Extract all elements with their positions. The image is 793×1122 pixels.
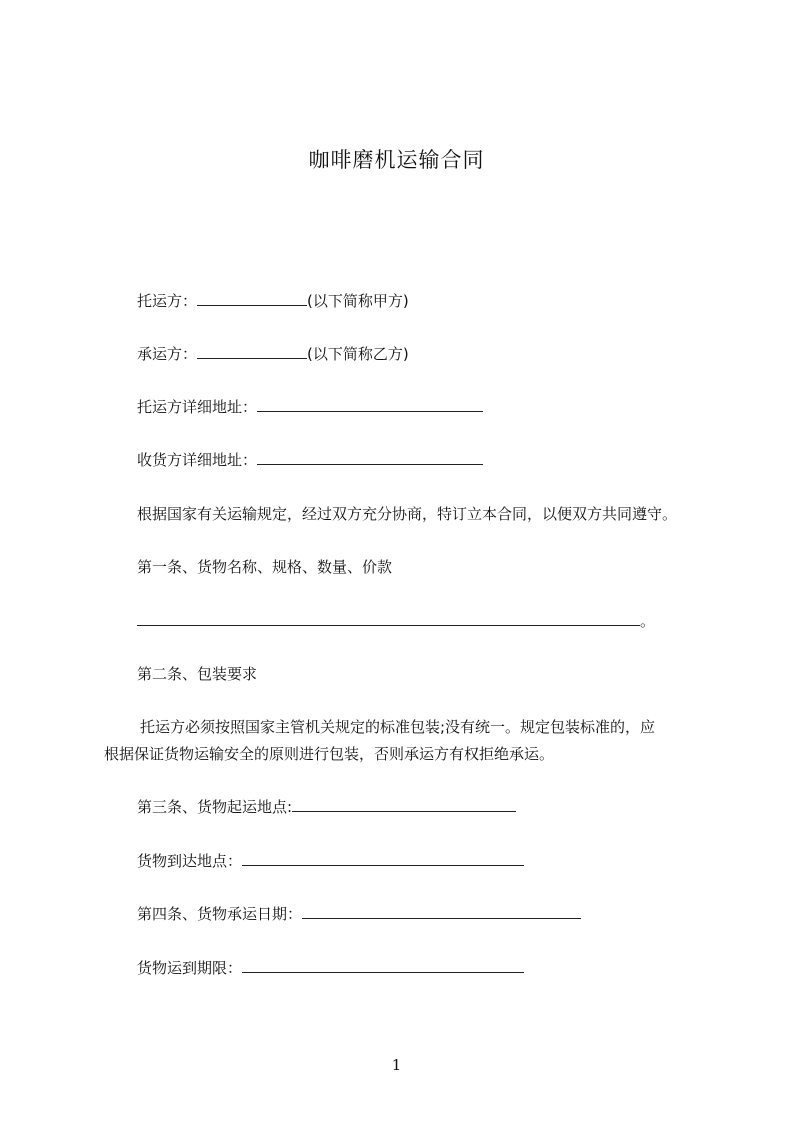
article4-blank[interactable] <box>302 904 581 919</box>
article4-line <box>137 904 581 924</box>
deadline-line <box>137 958 524 978</box>
shipper-address-label: 托运方详细地址： <box>137 398 258 416</box>
intro-paragraph: 根据国家有关运输规定，经过双方充分协商，特订立本合同，以便双方共同遵守。 <box>137 505 678 523</box>
shipper-label: 托运方： <box>137 292 198 310</box>
article1-line <box>137 611 655 631</box>
carrier-label: 承运方： <box>137 345 198 363</box>
article1-title: 第一条、货物名称、规格、数量、价款 <box>137 558 393 576</box>
consignee-address-line <box>137 450 483 470</box>
consignee-address-label: 收货方详细地址： <box>137 451 258 469</box>
shipper-address-blank[interactable] <box>257 397 483 412</box>
carrier-line <box>137 344 409 364</box>
article3-blank[interactable] <box>292 797 516 812</box>
carrier-blank[interactable] <box>197 344 307 359</box>
article2-body-line1: 托运方必须按照国家主管机关规定的标准包装;没有统一。规定包装标准的，应 <box>140 718 656 736</box>
article1-end: 。 <box>640 612 656 630</box>
article1-blank[interactable] <box>137 611 640 626</box>
article2-body-line2: 根据保证货物运输安全的原则进行包装，否则承运方有权拒绝承运。 <box>104 745 555 763</box>
article2-title: 第二条、包装要求 <box>137 665 258 683</box>
deadline-label: 货物运到期限： <box>137 959 243 977</box>
article3-line <box>137 797 516 817</box>
article4-label: 第四条、货物承运日期： <box>137 905 303 923</box>
article2-body <box>104 714 704 768</box>
shipper-blank[interactable] <box>197 291 307 306</box>
carrier-suffix: (以下简称乙方) <box>307 345 409 363</box>
consignee-address-blank[interactable] <box>257 450 483 465</box>
shipper-suffix: (以下简称甲方) <box>307 292 409 310</box>
destination-blank[interactable] <box>242 851 524 866</box>
document-title: 咖啡磨机运输合同 <box>308 148 485 172</box>
article3-label: 第三条、货物起运地点: <box>137 798 293 816</box>
deadline-blank[interactable] <box>242 958 524 973</box>
page-number: 1 <box>391 1056 402 1074</box>
destination-label: 货物到达地点： <box>137 852 243 870</box>
destination-line <box>137 851 524 871</box>
shipper-line <box>137 291 409 311</box>
shipper-address-line <box>137 397 483 417</box>
